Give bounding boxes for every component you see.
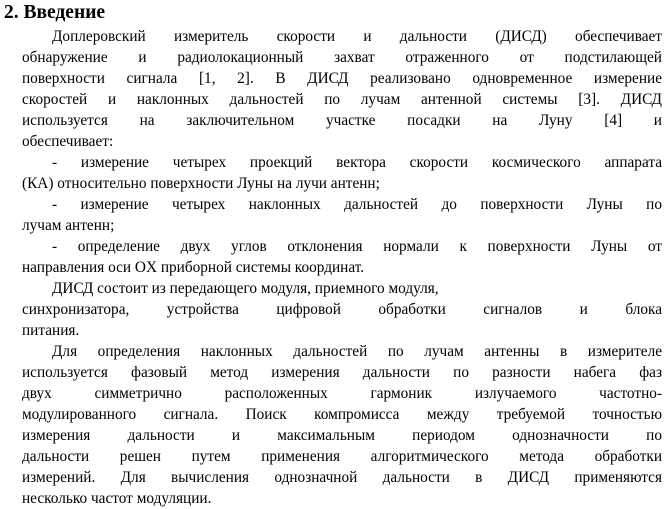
text-line: поверхности сигнала [1, 2]. В ДИСД реализовано одновременное измерение <box>22 70 662 87</box>
text-line: дальности решен путем применения алгоритмического метода обработки <box>22 448 662 465</box>
text-line: Доплеровский измеритель скорости и дальности (ДИСД) обеспечивает <box>52 28 662 45</box>
text-line: синхронизатора, устройства цифровой обработки сигналов и блока <box>22 301 662 318</box>
text-line: измерений. Для вычисления однозначной дальности в ДИСД применяются <box>22 469 662 486</box>
section-heading: 2. Введение <box>4 2 106 23</box>
text-line: скоростей и наклонных дальностей по лучам антенной системы [3]. ДИСД <box>22 91 662 108</box>
text-line: питания. <box>22 322 80 339</box>
text-line: обнаружение и радиолокационный захват отраженного от подстилающей <box>22 49 662 66</box>
text-line: - измерение четырех наклонных дальностей до поверхности Луны по <box>52 196 662 213</box>
text-line: - измерение четырех проекций вектора скорости космического аппарата <box>52 154 662 171</box>
text-line: используется на заключительном участке посадки на Луну [4] и <box>22 112 662 129</box>
text-line: направления оси OX приборной системы координат. <box>22 259 365 276</box>
text-line: используется фазовый метод измерения дальности по разности набега фаз <box>22 364 662 381</box>
text-line: лучам антенн; <box>22 217 115 234</box>
text-line: ДИСД состоит из передающего модуля, приемного модуля, <box>52 280 439 297</box>
text-line: - определение двух углов отклонения нормали к поверхности Луны от <box>52 238 662 255</box>
text-line: модулированного сигнала. Поиск компромисса между требуемой точностью <box>22 406 662 423</box>
text-line: Для определения наклонных дальностей по лучам антенны в измерителе <box>52 343 662 360</box>
text-line: несколько частот модуляции. <box>22 490 212 507</box>
text-line: измерения дальности и максимальным периодом однозначности по <box>22 427 662 444</box>
text-line: (КА) относительно поверхности Луны на лучи антенн; <box>22 175 380 192</box>
text-line: двух симметрично расположенных гармоник излучаемого частотно- <box>22 385 662 402</box>
text-line: обеспечивает: <box>22 133 114 150</box>
